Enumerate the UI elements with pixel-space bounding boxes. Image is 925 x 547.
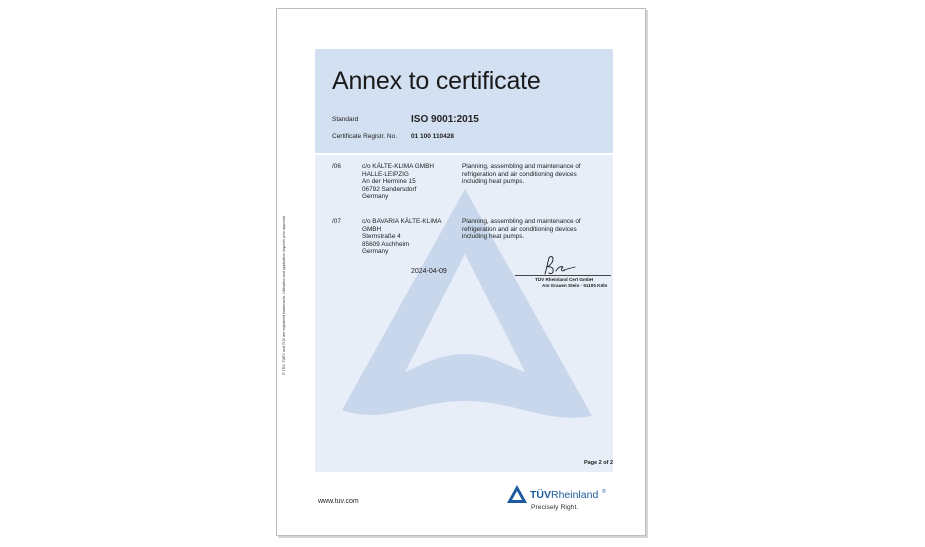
site-scope: Planning, assembling and maintenance of refrigeration and air conditioning devices including heat pumps.	[462, 163, 581, 186]
registered-mark: ®	[602, 489, 606, 495]
issue-date: 2024-04-09	[411, 268, 447, 275]
logo-slogan: Precisely Right.	[531, 504, 579, 511]
certificate-page	[276, 8, 646, 536]
site-number: /06	[332, 163, 341, 170]
site-address: c/o KÄLTE-KLIMA GMBH HALLE-LEIPZIG An der Hermine 15 06792 Sandersdorf Germany	[362, 163, 434, 201]
registration-number-value: 01 100 110428	[411, 133, 455, 140]
standard-value: ISO 9001:2015	[411, 114, 479, 125]
issuer-name: TÜV Rheinland Cert GmbH	[535, 277, 594, 282]
registration-number-label: Certificate Registr. No.	[332, 133, 398, 140]
tuv-logo-triangle-icon	[507, 485, 527, 503]
page-number: Page 2 of 2	[584, 460, 613, 466]
trademark-note: ® TÜV, TUEV and TUV are registered trademarks. Utilisation and application requires prior approval.	[282, 215, 286, 375]
certificate-sheet	[315, 49, 613, 472]
issuer-address: Am Grauen Stein · 51105 Köln	[542, 283, 608, 288]
signature-image	[541, 255, 577, 277]
signature-line	[515, 275, 611, 276]
tuv-logo-text: TÜVRheinland	[530, 489, 599, 501]
website-link[interactable]: www.tuv.com	[318, 498, 359, 505]
document-title: Annex to certificate	[332, 67, 541, 95]
header-divider	[315, 153, 613, 155]
standard-label: Standard	[332, 116, 359, 123]
site-number: /07	[332, 218, 341, 225]
site-scope: Planning, assembling and maintenance of refrigeration and air conditioning devices including heat pumps.	[462, 218, 581, 241]
site-address: c/o BAVARIA KÄLTE-KLIMA GMBH Sternstraße 4 85609 Aschheim Germany	[362, 218, 442, 256]
